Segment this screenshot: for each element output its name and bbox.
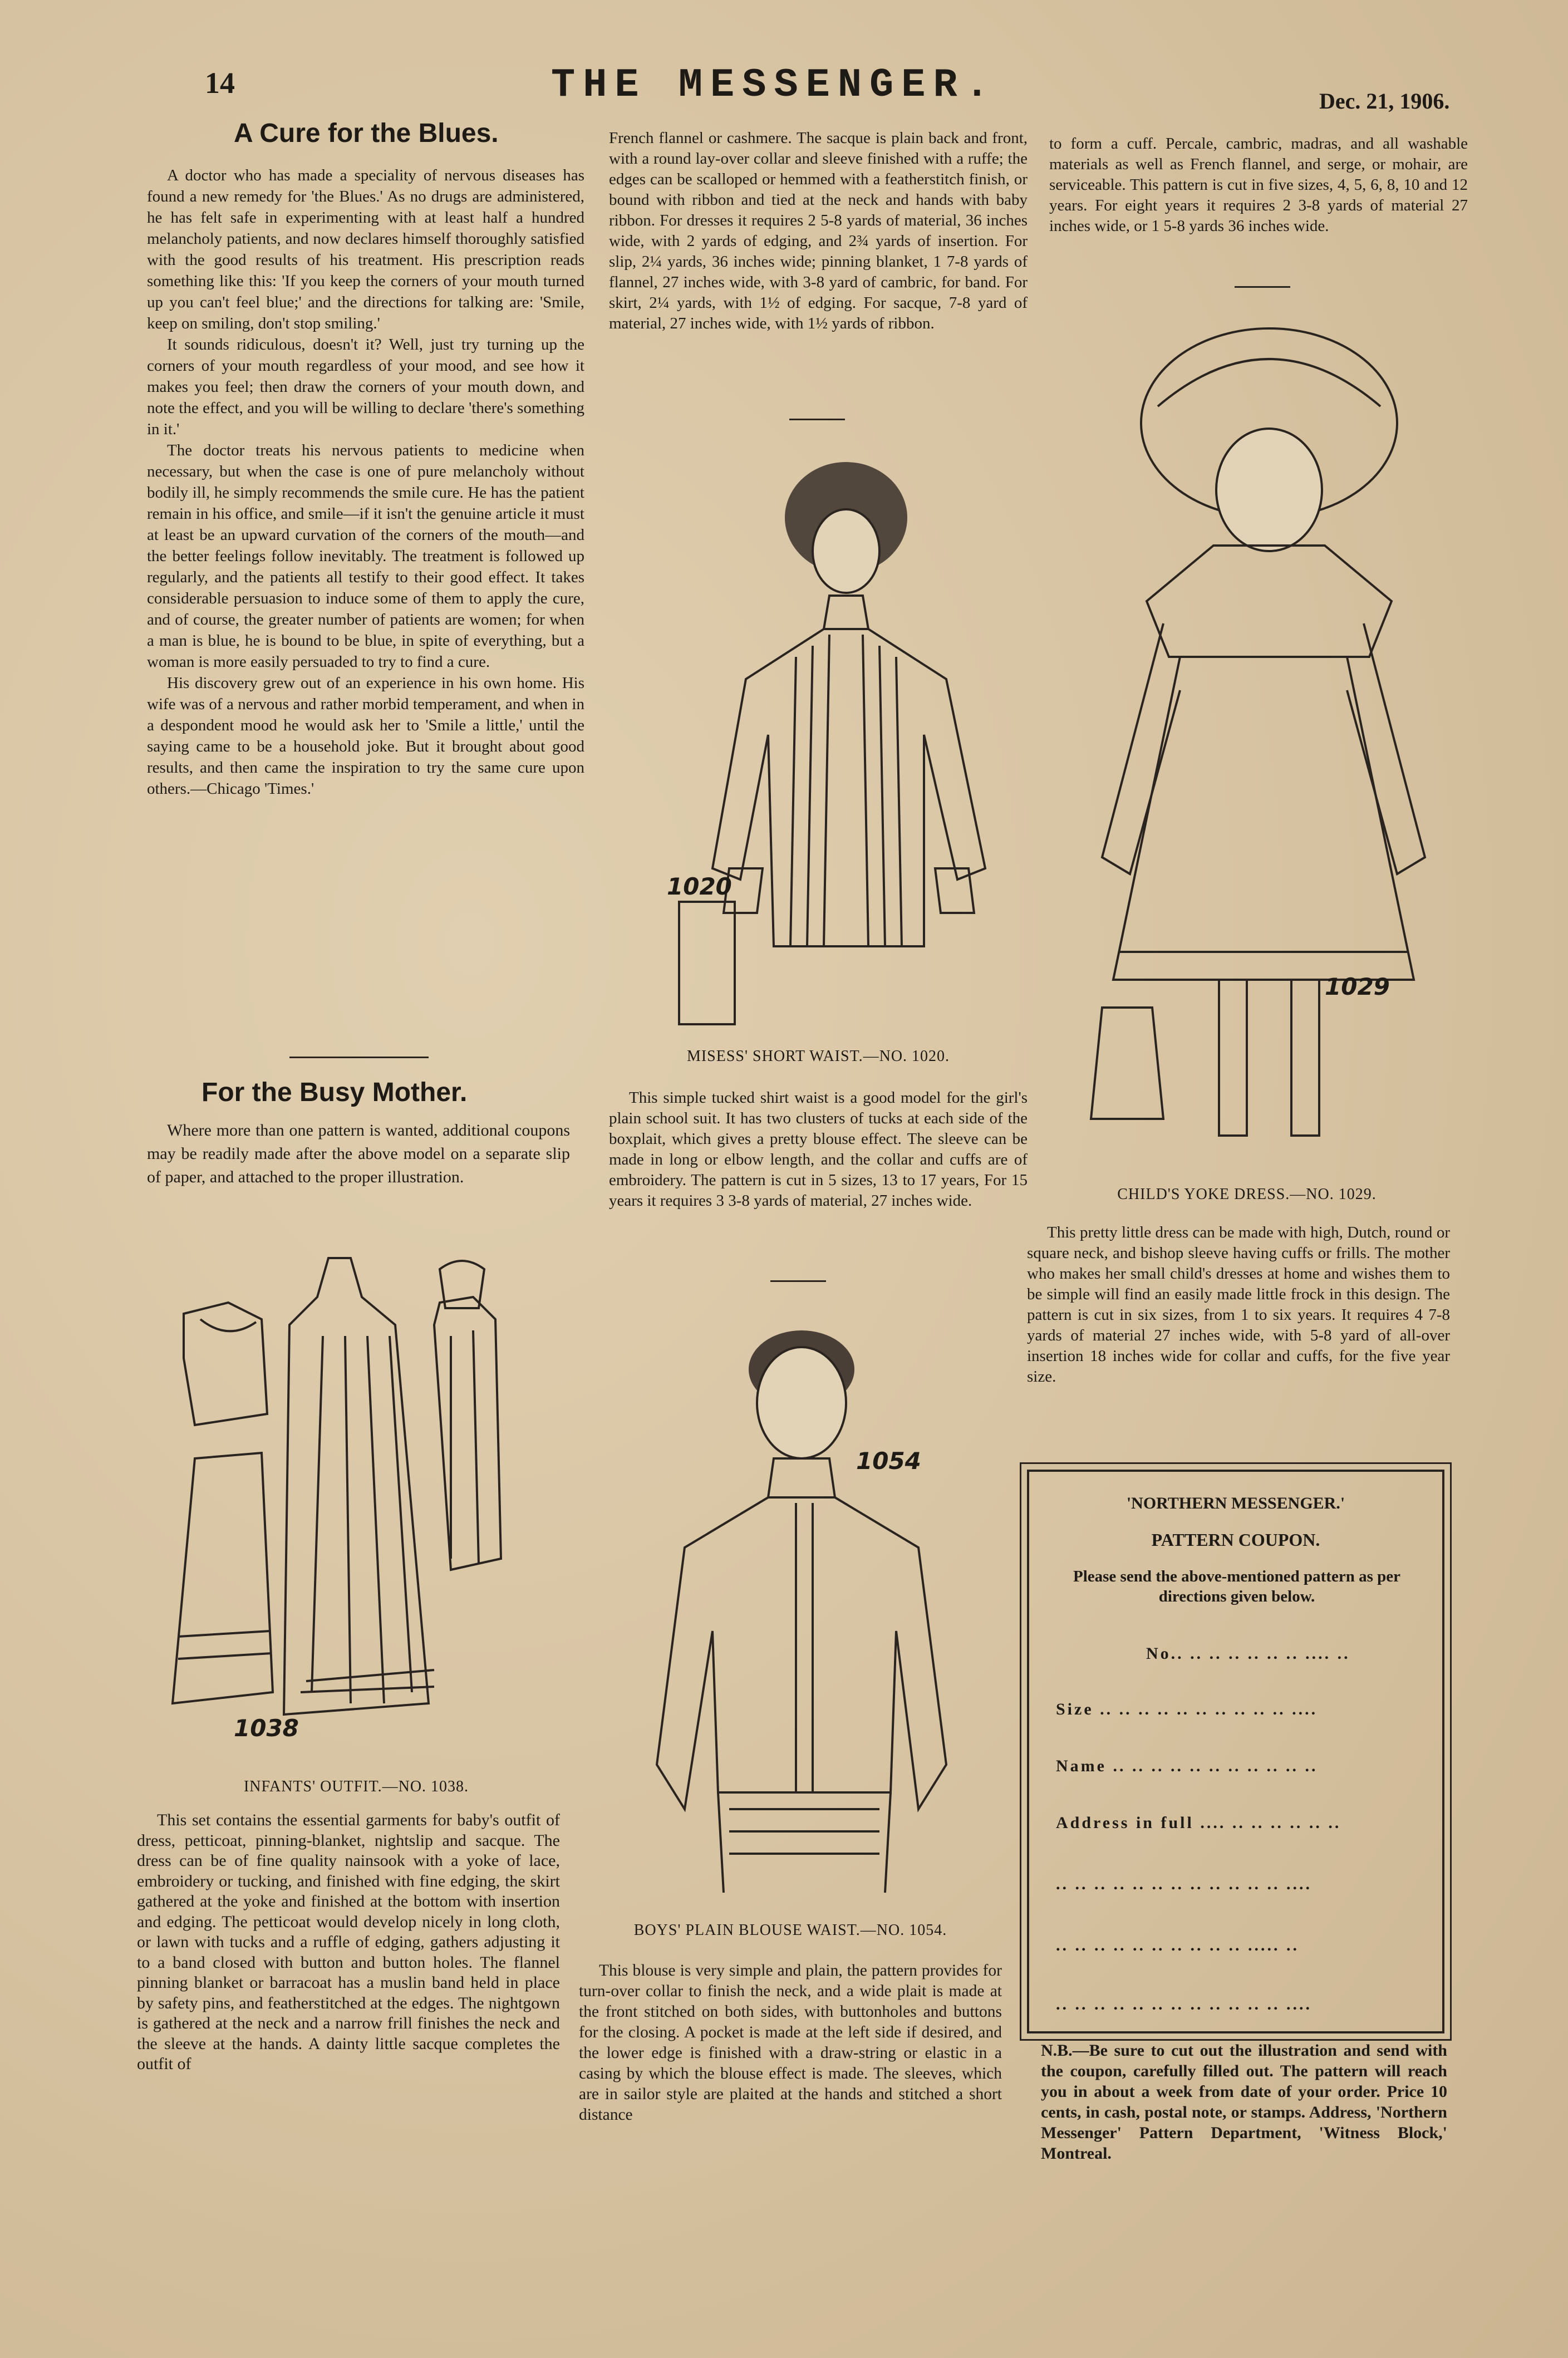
figure-number-1054: 1054 — [856, 1447, 921, 1475]
coupon-name-field[interactable]: Name .. .. .. .. .. .. .. .. .. .. .. — [1056, 1757, 1318, 1775]
child-text — [1027, 1222, 1450, 1387]
child-dress-illustration — [1080, 312, 1447, 1169]
busy-mother-paragraph: Where more than one pattern is wanted, additional coupons may be readily made after the above model on a separate slip of paper, and attached to the proper illustration. — [147, 1121, 570, 1186]
blues-headline: A Cure for the Blues. — [234, 119, 499, 148]
boys-continued-text — [1049, 134, 1468, 237]
misses-waist-drawing — [646, 445, 1035, 1030]
blues-paragraph: His discovery grew out of an experience in his own home. His wife was of a nervous and rather morbid temperament, and when in a despondent mood he would ask her to 'Smile a little,' until the saying came to be a household joke. But it brought about good results, and then came the inspiration to try the same cure upon others.—Chicago 'Times.' — [147, 674, 584, 798]
nb-note — [1041, 2040, 1447, 2164]
section-divider — [289, 1057, 429, 1058]
boys-paragraph: This blouse is very simple and plain, the pattern provides for turn-over collar to finish the neck, and a wide plait is made at the front stitched on both sides, with buttonholes and buttons for the closing. A pocket is made at the left side if desired, and the lower edge is finished with a draw-string or elastic in a casing by which the blouse effect is made. The sleeves, which are in sailor style are plaited at the hands and stitched a short distance — [579, 1962, 1002, 2124]
outfit-continued-paragraph: French flannel or cashmere. The sacque is plain back and front, with a round lay-over collar and sleeve finished with a ruffe; the edges can be scalloped or hemmed with a featherstitch finish, or bound with ribbon and tied at the neck and hands with baby ribbon. For dresses it requires 2 5-8 yards of material, 36 inches wide, with 2 yards of edging, and 2¾ yards of insertion. For slip, 2¼ yards, 36 inches wide; pinning blanket, 1 7-8 yards of flannel, 27 inches wide, with 3-8 yard of cambric, for band. For skirt, 2¼ yards, with 1½ of edging. For sacque, 7-8 yard of material, 27 inches wide, with 1½ yards of ribbon. — [609, 129, 1028, 332]
child-caption: CHILD'S YOKE DRESS.—NO. 1029. — [1117, 1186, 1377, 1203]
boys-caption: BOYS' PLAIN BLOUSE WAIST.—NO. 1054. — [633, 1922, 947, 1939]
figure-number-1020: 1020 — [667, 873, 732, 900]
nb-paragraph: N.B.—Be sure to cut out the illustration and send with the coupon, carefully filled out. The pattern will reach you in about a week from date of your order. Price 10 cents, in cash, postal note, or stamps. Address, 'Northern Messenger' Pattern Department, 'Witness Block,' Montreal. — [1041, 2041, 1447, 2163]
page-number: 14 — [205, 66, 235, 100]
section-divider — [789, 419, 845, 420]
coupon-address-line[interactable]: .. .. .. .. .. .. .. .. .. .. ..... .. — [1056, 1936, 1299, 1954]
busy-mother-headline: For the Busy Mother. — [201, 1078, 468, 1107]
infants-caption: INFANTS' OUTFIT.—NO. 1038. — [243, 1778, 469, 1795]
misses-text — [609, 1088, 1028, 1211]
coupon-number-field[interactable]: No.. .. .. .. .. .. .. .... .. — [1146, 1644, 1350, 1663]
boys-blouse-drawing — [623, 1308, 980, 1898]
coupon-address-line[interactable]: .. .. .. .. .. .. .. .. .. .. .. .. .... — [1056, 1995, 1312, 2013]
infants-paragraph: This set contains the essential garments for baby's outfit of dress, petticoat, pinning-blanket, nightslip and sacque. The dress can be of fine quality nainsook with a yoke of lace, embroidery or tucking, and finished with fine edging, the skirt gathered at the yoke and finished at the bottom with insertion and edging. The petticoat would develop nicely in long cloth, or lawn with tucks and a ruffle of edging, gathers adjusting it to a band closed with button and button holes. The flannel pinning blanket or barracoat has a muslin band held in place by safety pins, and featherstitched at the edges. The nightgown is gathered at the neck and a narrow frill finishes the neck and the sleeve at the hands. A dainty little sacque completes the outfit of — [137, 1811, 560, 2073]
child-dress-drawing — [1080, 312, 1447, 1169]
blues-paragraph: It sounds ridiculous, doesn't it? Well, just try turning up the corners of your mouth regardless of your mood, and see how it makes you feel; then draw the corners of your mouth down, and note the effect, and you will be willing to declare 'there's something in it.' — [147, 336, 584, 438]
misses-waist-illustration — [646, 445, 1035, 1030]
infants-outfit-drawing — [161, 1247, 551, 1748]
coupon-size-field[interactable]: Size .. .. .. .. .. .. .. .. .. .. .... — [1056, 1700, 1318, 1718]
blues-article — [147, 165, 584, 799]
pattern-coupon — [1027, 1470, 1444, 2033]
coupon-title: 'NORTHERN MESSENGER.' — [1126, 1494, 1345, 1512]
busy-mother-text — [147, 1119, 570, 1189]
coupon-address-line[interactable]: .. .. .. .. .. .. .. .. .. .. .. .. .... — [1056, 1875, 1312, 1893]
misses-paragraph: This simple tucked shirt waist is a good model for the girl's plain school suit. It has two clusters of tucks at each side of the boxplait, which gives a pretty blouse effect. The sleeve can be made in long or elbow length, and the collar and cuffs are of embroidery. The pattern is cut in 5 sizes, 13 to 17 years, For 15 years it requires 3 3-8 yards of material, 27 inches wide. — [609, 1089, 1028, 1210]
boys-blouse-illustration — [623, 1308, 980, 1898]
section-divider — [1235, 286, 1290, 288]
child-paragraph: This pretty little dress can be made with high, Dutch, round or square neck, and bishop sleeve having cuffs or frills. The mother who makes her small child's dresses at home and wishes them to be simple will find an easily made little frock in this design. The pattern is cut in six sizes, from 1 to six years. It requires 4 7-8 yards of material 27 inches wide, with 5-8 yard of all-over insertion 18 inches wide for collar and cuffs, for the five year size. — [1027, 1224, 1450, 1386]
section-divider — [770, 1280, 826, 1282]
infants-outfit-illustration — [161, 1247, 551, 1748]
masthead-title: THE MESSENGER. — [551, 62, 997, 108]
blues-paragraph: A doctor who has made a speciality of nervous diseases has found a new remedy for 'the Blues.' As no drugs are administered, he has felt safe in experimenting with at least half a hundred melancholy patients, and now declares himself thoroughly satisfied with the good results of his treatment. His prescription reads something like this: 'If you keep the corners of your mouth turned up you can't feel blue;' and the directions for talking are: 'Smile, keep on smiling, don't stop smiling.' — [147, 166, 584, 332]
figure-number-1038: 1038 — [234, 1715, 299, 1742]
figure-number-1029: 1029 — [1325, 973, 1390, 1000]
misses-caption: MISESS' SHORT WAIST.—NO. 1020. — [686, 1048, 950, 1065]
outfit-continued-text — [609, 128, 1028, 334]
boys-text — [579, 1961, 1002, 2125]
issue-date: Dec. 21, 1906. — [1319, 89, 1450, 114]
infants-text — [137, 1810, 560, 2075]
blues-paragraph: The doctor treats his nervous patients to medicine when necessary, but when the case is one of pure melancholy without bodily ill, he simply recommends the smile cure. He has the patient remain in his office, and smile—if it isn't the genuine article it must at least be an upward curvation of the corners of the mouth—and the better feelings follow inevitably. The treatment is followed up regularly, and the patients all testify to their good effect. It takes considerable persuasion to induce some of them to apply the cure, and of course, the greater number of patients are women; for when a man is blue, he is bound to be blue, in spite of everything, but a woman is more easily persuaded to try to find a cure. — [147, 441, 584, 671]
coupon-address-field[interactable]: Address in full .... .. .. .. .. .. .. — [1056, 1814, 1341, 1832]
coupon-subtitle: PATTERN COUPON. — [1151, 1530, 1320, 1550]
coupon-instructions: Please send the above-mentioned pattern as per directions given below. — [1073, 1568, 1400, 1605]
boys-continued-paragraph: to form a cuff. Percale, cambric, madras, and all washable materials as well as French flannel, and serge, or mohair, are serviceable. This pattern is cut in five sizes, 4, 5, 6, 8, 10 and 12 years. For eight years it requires 2 3-8 yards of material 27 inches wide, or 1 5-8 yards 36 inches wide. — [1049, 135, 1468, 235]
